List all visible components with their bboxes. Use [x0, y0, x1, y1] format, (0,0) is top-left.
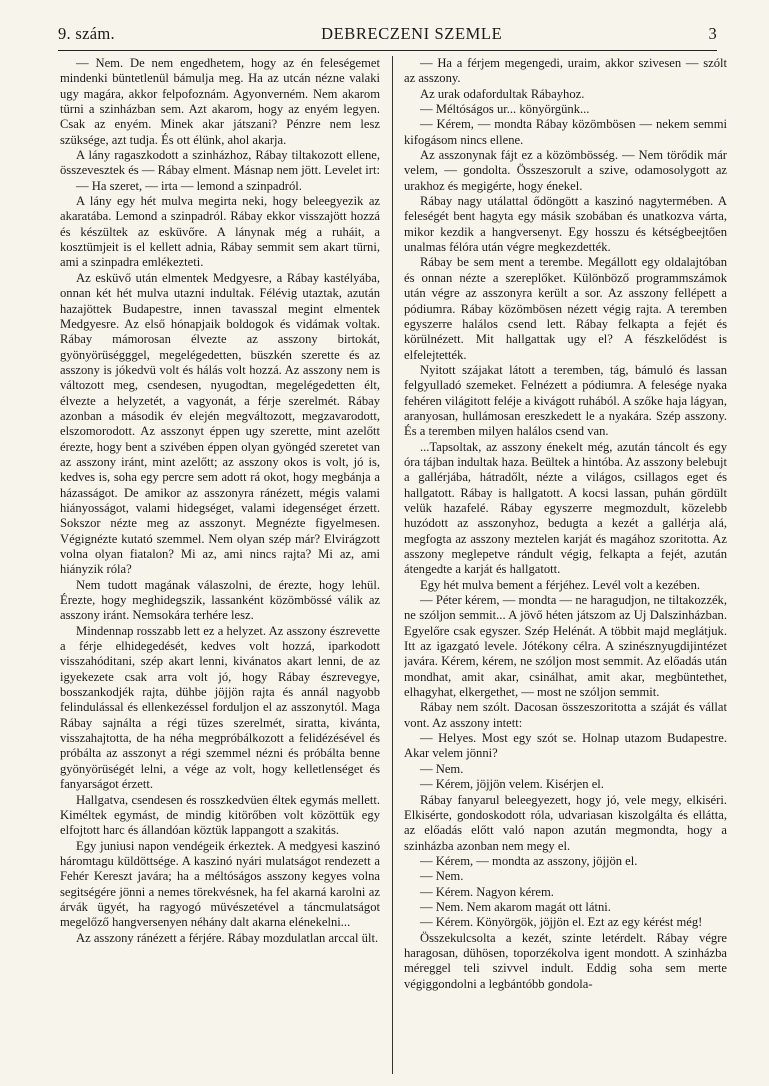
paragraph: Hallgatva, csendesen és rosszkedvüen éltek egymás mellett. Kiméltek egymást, de mindig kitörőben volt közöttük egy elfojtott harc és állandóan köztük lappangott a szakitás.: [60, 792, 380, 838]
right-column: [404, 56, 727, 1076]
paragraph: ...Tapsoltak, az asszony énekelt még, azután táncolt és egy óra tájban indultak haza. Beültek a hintóba. Az asszony belebujt a gallérjába, hátradőlt, nézte a világos, csillagos eget és hallgatott. Rábay is hallgatott. A kocsi lassan, puhán gördült velük hazafelé. Rábay egyszerre megmozdult, közelebb huzódott az asszonyhoz, bedugta a kezét a gallérja alá, megfogta az asszony meztelen karját és magához szoritotta. Az asszony meglepetve rándult végig, felkapta a fejét, azután átengedte a karját és hallgatott.: [404, 439, 727, 577]
paragraph: Rábay nem szólt. Dacosan összeszoritotta a száját és vállat vont. Az asszony intett:: [404, 700, 727, 730]
column-divider: [392, 56, 393, 1074]
paragraph: — Kérem. Könyörgök, jöjjön el. Ezt az egy kérést még!: [420, 915, 703, 930]
paragraph: A lány egy hét mulva megirta neki, hogy beleegyezik az akaratába. Lemond a szinpadról. Rábay ekkor visszajött hozzá és készültek az esküvőre. A lánynak még a ruháit, a kosztümjeit is el kellett adnia, Rábay semmit sem akart türni, ami a szinpadra emlékezteti.: [60, 194, 380, 270]
paragraph: — Nem.: [420, 761, 464, 776]
page-header: [58, 22, 717, 44]
paragraph: Egy hét mulva bement a férjéhez. Levél volt a kezében.: [420, 577, 701, 592]
paragraph: — Ha a férjem megengedi, uraim, akkor szivesen — szólt az asszony.: [404, 56, 727, 86]
issue-number: 9. szám.: [58, 24, 115, 43]
paragraph: Mindennap rosszabb lett ez a helyzet. Az asszony észrevette a férje elhidegedését, kedves volt hozzá, iparkodott visszahóditani, szép akart lenni, kivánatos akart lenni, de az igyekezete csak arra volt jó, hogy Rábay észrevegye, bosszankodjék rajta, dühbe jöjjön rajta és annál nagyobb felindulással és ellenkezéssel forduljon el az asszonytól. Maga Rábay sajnálta a régi tüzes szerelmét, siratta, kivánta, visszahajtotta, de ha néha megpróbálkozott a felidézésével és próbálta az asszonyt a régi szemmel nézni és próbálta benne gyönyörüségét lelni, a vége az volt, hogy kelletlenséget és fanyarságot érzett.: [60, 623, 380, 792]
paragraph: Nem tudott magának válaszolni, de érezte, hogy lehül. Érezte, hogy meghidegszik, lassanként közömbössé válik az asszony iránt. Nemsokára terhére lesz.: [60, 577, 380, 623]
paragraph: Egy juniusi napon vendégeik érkeztek. A medgyesi kaszinó háromtagu küldöttsége. A kaszinó nyári mulatságot rendezett a Fehér Kereszt javára; ha a méltóságos asszony kegyes volna segitségére jönni a nemes törekvésnek, ha fel akarná karolni az árvák ügyét, ha ragyogó müvészetével a táncmulatságot megelőző hangversenyen néhány dalt akarna elénekelni...: [60, 838, 380, 930]
paragraph: — Nem. Nem akarom magát ott látni.: [420, 899, 611, 914]
paragraph: — Kérem, — mondta az asszony, jöjjön el.: [420, 853, 638, 868]
paragraph: Összekulcsolta a kezét, szinte letérdelt. Rábay végre haragosan, dühösen, toporzékolva igent mondott. A szinházba méreggel teli szivvel indult. Eddig soha sem merte végiggondolni a legbántóbb gondola-: [404, 930, 727, 991]
paragraph: — Méltóságos ur... könyörgünk...: [420, 102, 590, 117]
paragraph: Az asszonynak fájt ez a közömbösség. — Nem törődik már velem, — gondolta. Összeszorult a szive, odamosolygott az urakhoz és megigérte, hogy énekel.: [404, 148, 727, 193]
paragraph: Rábay be sem ment a terembe. Megállott egy oldalajtóban és onnan nézte a szereplőket. Különböző programmszámok után végre az asszonyra került a sor. Az asszony fellépett a pódiumra. Rábay közömbösen nézett végig rajta. A teremben egyszerre halálos csend lett. Rábay felkapta a fejét és körülnézett. Mit hallgattak ugy el? A fészkelődést is elfelejtették.: [404, 255, 727, 362]
paragraph: — Kérem. Nagyon kérem.: [420, 884, 554, 899]
paragraph: — Kérem, — mondta Rábay közömbösen — nekem semmi kifogásom nincs ellene.: [404, 117, 727, 147]
paragraph: — Nem.: [420, 869, 464, 884]
paragraph: — Kérem, jöjjön velem. Kisérjen el.: [420, 777, 604, 792]
publication-title: DEBRECZENI SZEMLE: [321, 24, 503, 43]
page-number: 3: [708, 24, 717, 43]
paragraph: Az esküvő után elmentek Medgyesre, a Rábay kastélyába, onnan két hét mulva utazni indultak. Félévig utaztak, azután hazajöttek Budapestre, innen tavasszal megint elmentek Medgyesre. Az első hónapjaik boldogok és vidámak voltak. Rábay mámorosan élvezte az asszony birtokát, gyönyörüségggel, megelégedetten, büszkén szerette és az asszony is jókedvü volt és hálás volt hozzá. Az asszony nem is változott meg, csendesen, nyugodtan, megelégedetten élt, élvezte a helyzetét, a vagyonát, a férje szerelmét. Rábay azonban a második év elején megváltozott, megzavarodott, elszomorodott. Az asszonyt éppen ugy szerette, mint azelőtt érezte, hogy bent a szivében éppen olyan gyöngéd szeretet van az asszony iránt, mint azelőtt; az asszony okos is volt, jó is, kedves is, soha egy percre sem adott rá okot, hogy megbánja a házasságot. De amikor az asszonyra ránézett, mégis valami hiányosságot, valami hidegséget, valami idegenséget érzett. Sokszor nézte meg az asszonyt. Megnézte figyelmesen. Végignézte kutató szemmel. Nem olyan szép már? Elvirágzott volna olyan fiatalon? Mi az, ami nincs rajta? Mi az, ami hiányzik róla?: [60, 270, 380, 577]
paragraph: — Ha szeret, — irta — lemond a szinpadról.: [76, 178, 302, 193]
paragraph: Nyitott szájakat látott a teremben, tág, bámuló és lassan felgyulladó szemeket. Felnézett a pódiumra. A felesége nyaka fehéren világitott feléje a kivágott ruhából. A szőke haja lágyan, aranyosan, hullámosan ereszkedett le a nyakára. Szép asszony. És a teremben milyen halálos csend van.: [404, 362, 727, 439]
paragraph: Rábay fanyarul beleegyezett, hogy jó, vele megy, elkiséri. Elkisérte, gondoskodott róla, udvariasan kiszolgálta és ellátta, az előadás előtt való napon azután megmondta, hogy a szinházba azonban nem megy el.: [404, 792, 727, 853]
paragraph: — Helyes. Most egy szót se. Holnap utazom Budapestre. Akar velem jönni?: [404, 731, 727, 761]
paragraph: Az urak odafordultak Rábayhoz.: [420, 86, 585, 101]
paragraph: — Nem. De nem engedhetem, hogy az én feleségemet mindenki büntetlenül bámulja meg. Ha az utcán nézne valaki ugy magára, akkor felpofoznám. Agyonverném. Nem akarom türni a szinházban sem. Azt akarom, hogy az enyém legyen. Csak az enyém. Minek akar játszani? Pénzre nem lesz szüksége, azt tudja. És ott élünk, ahol akarja.: [60, 56, 380, 147]
paragraph: A lány ragaszkodott a szinházhoz, Rábay tiltakozott ellene, összevesztek és — Rábay elment. Másnap nem jött. Levelet irt:: [60, 148, 380, 178]
paragraph: Rábay nagy utálattal ődöngött a kaszinó nagytermében. A feleségét bent hagyta egy másik szobában és unatkozva várta, mikor kezdik a hangversenyt. Egy hosszu és kétségbeejtően unalmas félóra után végre megkezdették.: [404, 194, 727, 255]
header-rule: [58, 50, 717, 51]
paragraph: — Péter kérem, — mondta — ne haragudjon, ne tiltakozzék, ne szóljon semmit... A jövő héten játszom az Uj Dalszinházban. Egyelőre csak egyszer. Szép Helénát. A többit majd meglátjuk. Itt az igazgató levele. Jótékony célra. A szinésznyugdijintézet javára. Kérem, kérem, ne szóljon most semmit. Az előadás után mondhat, amit akar, csinálhat, amit akar, megbüntethet, elhagyhat, elkergethet, — most ne szóljon semmit.: [404, 593, 727, 700]
paragraph: Az asszony ránézett a férjére. Rábay mozdulatlan arccal ült.: [76, 930, 379, 945]
left-column: [60, 56, 380, 1076]
